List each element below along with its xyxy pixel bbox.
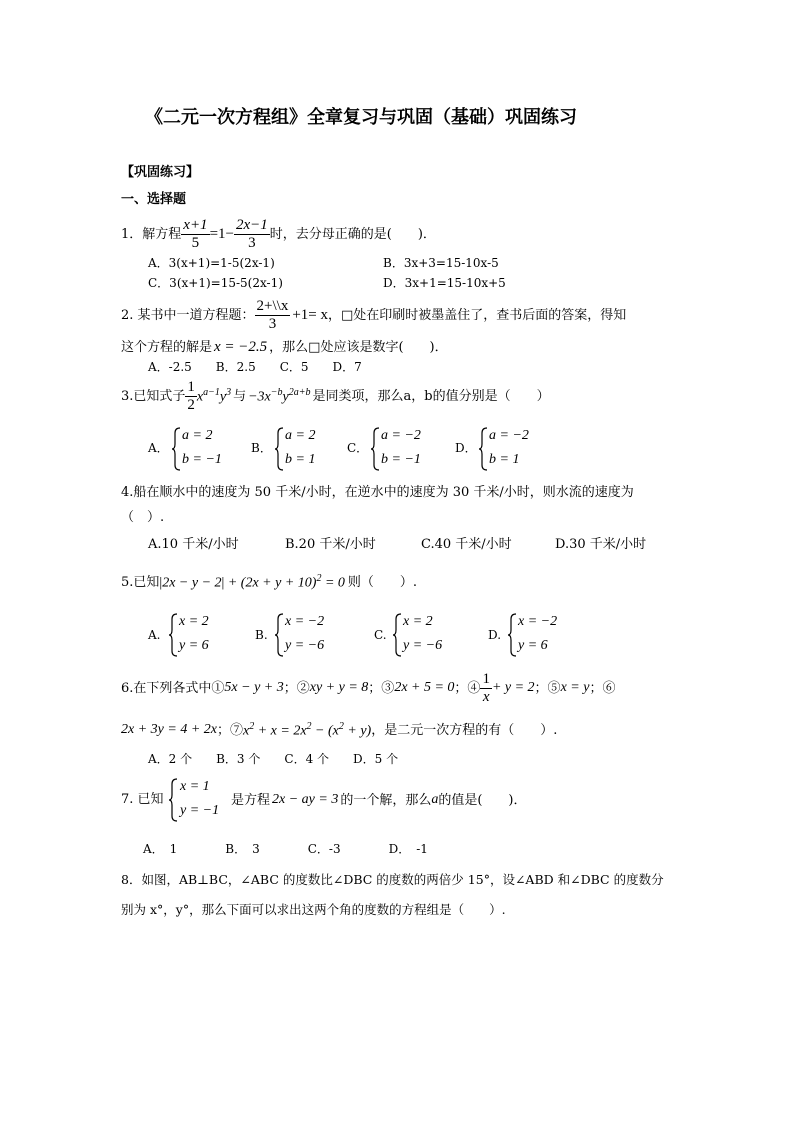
q5-option-c-row1: x = 2 xyxy=(403,614,433,629)
q5-option-c-label: C. xyxy=(374,628,387,642)
q5-option-c-row2: y = −6 xyxy=(403,638,443,653)
q3-prefix: 3.已知式子 xyxy=(121,388,186,404)
q5-option-b-brace xyxy=(274,613,284,657)
q6-expr-6: 2x + 3y = 4 + 2x xyxy=(121,722,217,738)
q6-sep-3: ；③ xyxy=(368,680,395,696)
q1-option-a: A．3(x+1)=1-5(2x-1) xyxy=(148,256,275,270)
q6-expr-7: $x^2 + x = 2x^2 - (x^2 + y)$ xyxy=(243,721,372,739)
q7-options: A． 1 B． 3 C．-3 D． -1 xyxy=(143,842,428,856)
q3-option-c-row1: a = −2 xyxy=(381,428,421,443)
q1-fraction-2: $\frac{2x-1}{3}$ xyxy=(235,216,268,251)
q5-expression: $|2x - y - 2| + (2x + y + 10)^2 = 0$ xyxy=(159,573,345,591)
q5-option-d-label: D. xyxy=(488,628,502,642)
q1-question: 时，去分母正确的是( )． xyxy=(269,226,436,242)
q6-expr-4: + y = 2 xyxy=(491,680,535,695)
q2-prefix: 2. 某书中一道方程题： xyxy=(121,307,255,323)
q1-option-b: B．3x+3=15-10x-5 xyxy=(383,256,499,270)
q3-fraction: $\frac{1}{2}$ xyxy=(187,378,195,413)
q6-sep-5: ；⑤ xyxy=(534,680,561,696)
q2-text: ，□处在印刷时被墨盖住了，查书后面的答案，得知 xyxy=(328,307,627,323)
q7-variable: a xyxy=(431,792,439,807)
q6-sep-6: ；⑥ xyxy=(589,680,616,696)
q2-line2-prefix: 这个方程的解是 xyxy=(121,340,213,355)
question-3 xyxy=(121,378,550,414)
q5-option-a-label: A. xyxy=(148,628,161,642)
q2-solution: x = −2.5 xyxy=(214,339,268,355)
q2-equation: +1= x xyxy=(292,306,329,323)
q3-option-d-row1: a = −2 xyxy=(489,428,529,443)
question-1 xyxy=(121,212,436,256)
q1-equals: =1− xyxy=(209,225,234,242)
q7-row-1: x = 1 xyxy=(180,779,210,794)
question-6 xyxy=(121,668,615,708)
q1-option-c: C．3(x+1)=15-5(2x-1) xyxy=(148,276,283,290)
q6-expr-4-fraction: $\frac{1}{x}$ xyxy=(482,670,490,705)
q6-line2-suffix: ，是二元一次方程的有（ ）. xyxy=(371,722,558,738)
q3-option-d-brace xyxy=(478,427,488,471)
q5-option-d-row1: x = −2 xyxy=(518,614,558,629)
q3-option-b-label: B． xyxy=(251,441,272,455)
q3-option-a-row1: a = 2 xyxy=(182,428,213,443)
page-title: 《二元一次方程组》全章复习与巩固（基础）巩固练习 xyxy=(145,107,577,128)
q7-brace xyxy=(168,778,178,822)
q3-option-b-row1: a = 2 xyxy=(285,428,316,443)
q7-mid: 是方程 xyxy=(231,792,271,808)
q4-option-b: B.20 千米/小时 xyxy=(285,537,376,552)
q3-option-a-brace xyxy=(171,427,181,471)
section-tag: 【巩固练习】 xyxy=(121,165,200,180)
question-5 xyxy=(121,574,417,591)
q5-option-a-row2: y = 6 xyxy=(179,638,209,653)
question-4: 4.船在顺水中的速度为 50 千米/小时，在逆水中的速度为 30 千米/小时，则水流的速度为 xyxy=(121,485,634,500)
q3-option-a-label: A． xyxy=(148,441,169,455)
q5-option-c-brace xyxy=(392,613,402,657)
q6-expr-3: 2x + 5 = 0 xyxy=(394,680,455,695)
q3-and: 与 xyxy=(233,388,247,404)
q1-option-d: D．3x+1=15-10x+5 xyxy=(383,276,506,290)
q5-option-b-row1: x = −2 xyxy=(285,614,325,629)
q2-line2-suffix: ，那么□处应该是数字( )． xyxy=(269,340,448,355)
q3-option-d-label: D． xyxy=(455,441,477,455)
q6-expr-1: 5x − y + 3 xyxy=(224,680,284,695)
q5-option-d-brace xyxy=(507,613,517,657)
q3-option-d-row2: b = 1 xyxy=(489,452,520,467)
q4-option-d: D.30 千米/小时 xyxy=(555,537,647,552)
q6-expr-2: xy + y = 8 xyxy=(309,680,369,695)
q7-text-1: 的一个解，那么 xyxy=(340,792,432,808)
q4-option-a: A.10 千米/小时 xyxy=(148,537,239,552)
q6-sep-2: ；② xyxy=(283,680,310,696)
q3-option-c-label: C． xyxy=(347,441,369,455)
q3-expression: $x^{a-1}y^3$ xyxy=(196,386,232,405)
q6-sep-4: ；④ xyxy=(454,680,481,696)
q5-option-d-row2: y = 6 xyxy=(518,638,548,653)
q3-option-a-row2: b = −1 xyxy=(182,452,222,467)
question-2 xyxy=(121,293,626,337)
q7-prefix: 7. 已知 xyxy=(121,792,164,807)
q6-sep-7: ；⑦ xyxy=(216,722,243,738)
q2-fraction: $\frac{2+\backslash\backslash x}{3}$ xyxy=(256,297,289,332)
section-heading: 一、选择题 xyxy=(121,192,187,207)
q5-option-a-row1: x = 2 xyxy=(179,614,209,629)
q3-option-c-row2: b = −1 xyxy=(381,452,421,467)
q1-prefix: 1．解方程 xyxy=(121,226,182,242)
q6-expr-5: x = y xyxy=(560,680,590,695)
q2-options: A．-2.5 B．2.5 C．5 D．7 xyxy=(148,360,362,374)
q3-option-b-row2: b = 1 xyxy=(285,452,316,467)
q6-options: A．2 个 B．3 个 C．4 个 D．5 个 xyxy=(148,752,399,766)
q3-text: 是同类项，那么a，b的值分别是（ ） xyxy=(312,388,550,404)
q3-option-b-brace xyxy=(274,427,284,471)
q2-line-2 xyxy=(121,340,448,355)
q3-option-c-brace xyxy=(370,427,380,471)
q3-expression-2: $-3x^{-b}y^{2a+b}$ xyxy=(248,386,311,405)
q6-line-2 xyxy=(121,722,557,739)
q5-option-b-row2: y = −6 xyxy=(285,638,325,653)
question-7 xyxy=(231,793,527,807)
q7-text-2: 的值是( )． xyxy=(438,792,527,808)
q5-text: 则（ ）. xyxy=(347,574,418,590)
q5-option-b-label: B. xyxy=(255,628,268,642)
q7-equation: 2x − ay = 3 xyxy=(272,792,339,807)
q1-fraction-1: $\frac{x+1}{5}$ xyxy=(183,216,208,251)
q4-line-2: （ ）. xyxy=(121,510,165,525)
q8-line-2: 别为 x°，y°，那么下面可以求出这两个角的度数的方程组是（ ）. xyxy=(121,902,506,917)
q4-option-c: C.40 千米/小时 xyxy=(421,537,512,552)
question-8: 8．如图，AB⊥BC，∠ABC 的度数比∠DBC 的度数的两倍少 15°，设∠ABD 和∠DBC 的度数分 xyxy=(121,872,664,887)
q5-option-a-brace xyxy=(168,613,178,657)
q7-row-2: y = −1 xyxy=(180,803,220,818)
q5-prefix: 5.已知 xyxy=(121,574,160,590)
q6-prefix: 6.在下列各式中① xyxy=(121,680,225,696)
